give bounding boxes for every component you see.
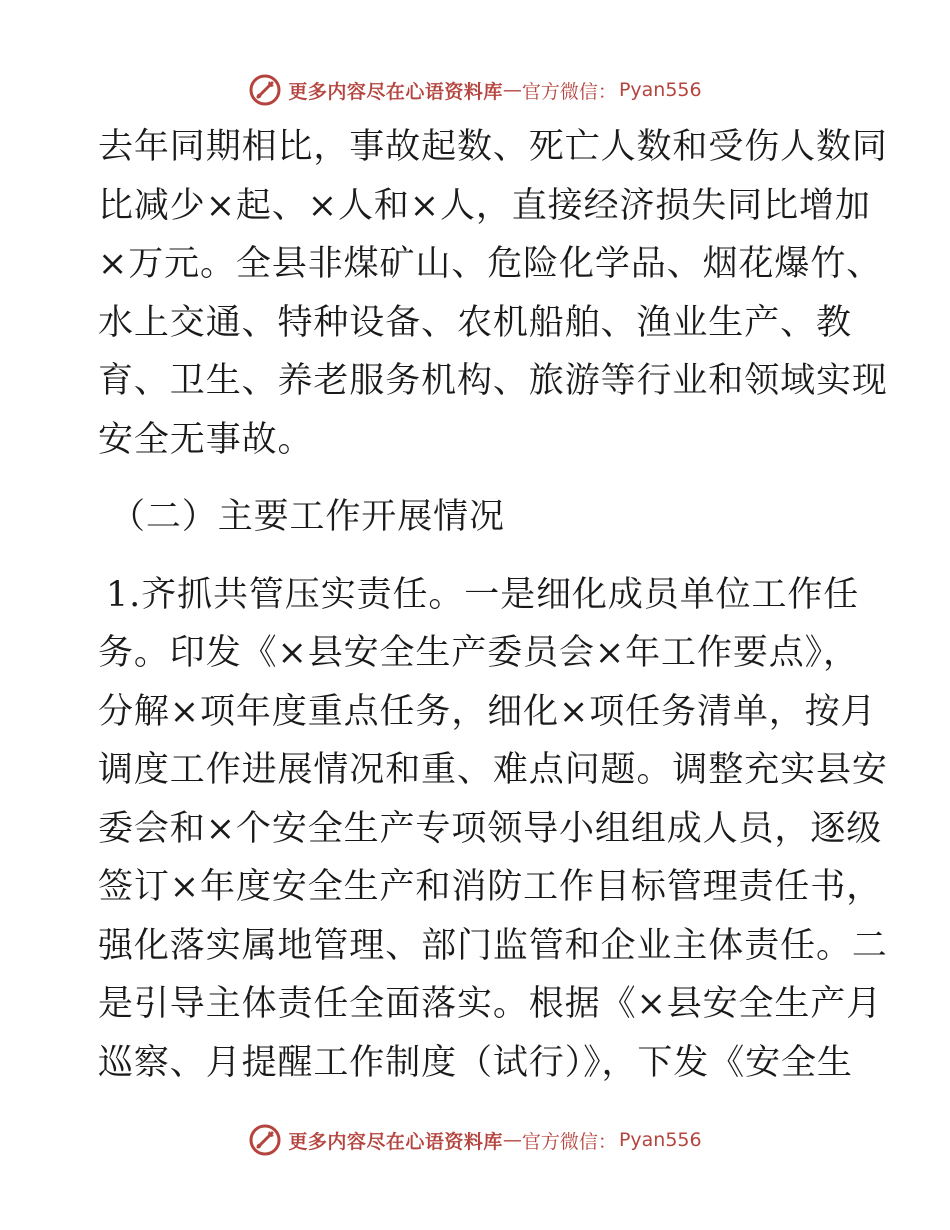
footer-watermark: [0, 1120, 950, 1160]
footer-brand-text: 更多内容尽在心语资料库: [288, 1130, 503, 1153]
footer-separator: —: [502, 1129, 522, 1151]
footer-wechat-label: 官方微信：: [521, 1130, 617, 1153]
text-line: 调度工作进展情况和重、难点问题。调整充实县安: [98, 750, 888, 790]
text-line: 委会和×个安全生产专项领导小组组成人员，逐级: [98, 808, 883, 849]
pen-logo-icon: [248, 73, 282, 107]
text-line: 强化落实属地管理、部门监管和企业主体责任。二: [98, 925, 888, 966]
header-wechat-id: Pyan556: [618, 79, 702, 101]
text-line: 签订×年度安全生产和消防工作目标管理责任书，: [98, 867, 883, 907]
text-line: 比减少×起、×人和×人，直接经济损失同比增加: [98, 185, 871, 226]
pen-logo-icon: [248, 1123, 282, 1157]
text-line: 分解×项年度重点任务，细化×项任务清单，按月: [98, 691, 877, 732]
text-line: 育、卫生、养老服务机构、旅游等行业和领域实现: [98, 361, 888, 401]
header-separator: —: [502, 79, 522, 101]
text-line: ×万元。全县非煤矿山、危险化学品、烟花爆竹、: [98, 244, 883, 284]
text-line: 水上交通、特种设备、农机船舶、渔业生产、教: [98, 302, 852, 343]
document-body: [98, 118, 888, 1092]
footer-wechat-id: Pyan556: [618, 1129, 702, 1151]
text-line: 务。印发《×县安全生产委员会×年工作要点》，: [98, 633, 859, 673]
header-brand-text: 更多内容尽在心语资料库: [288, 80, 503, 103]
text-line: 是引导主体责任全面落实。根据《×县安全生产月: [98, 984, 883, 1024]
text-line: 1.齐抓共管压实责任。一是细化成员单位工作任: [106, 574, 860, 615]
text-line: 巡察、月提醒工作制度（试行）》，下发《安全生: [98, 1042, 853, 1083]
text-line: 去年同期相比，事故起数、死亡人数和受伤人数同: [98, 127, 888, 167]
header-watermark: [0, 70, 950, 110]
text-line: 安全无事故。: [98, 419, 314, 460]
header-wechat-label: 官方微信：: [521, 80, 617, 103]
section-heading: （二）主要工作开展情况: [110, 497, 505, 537]
